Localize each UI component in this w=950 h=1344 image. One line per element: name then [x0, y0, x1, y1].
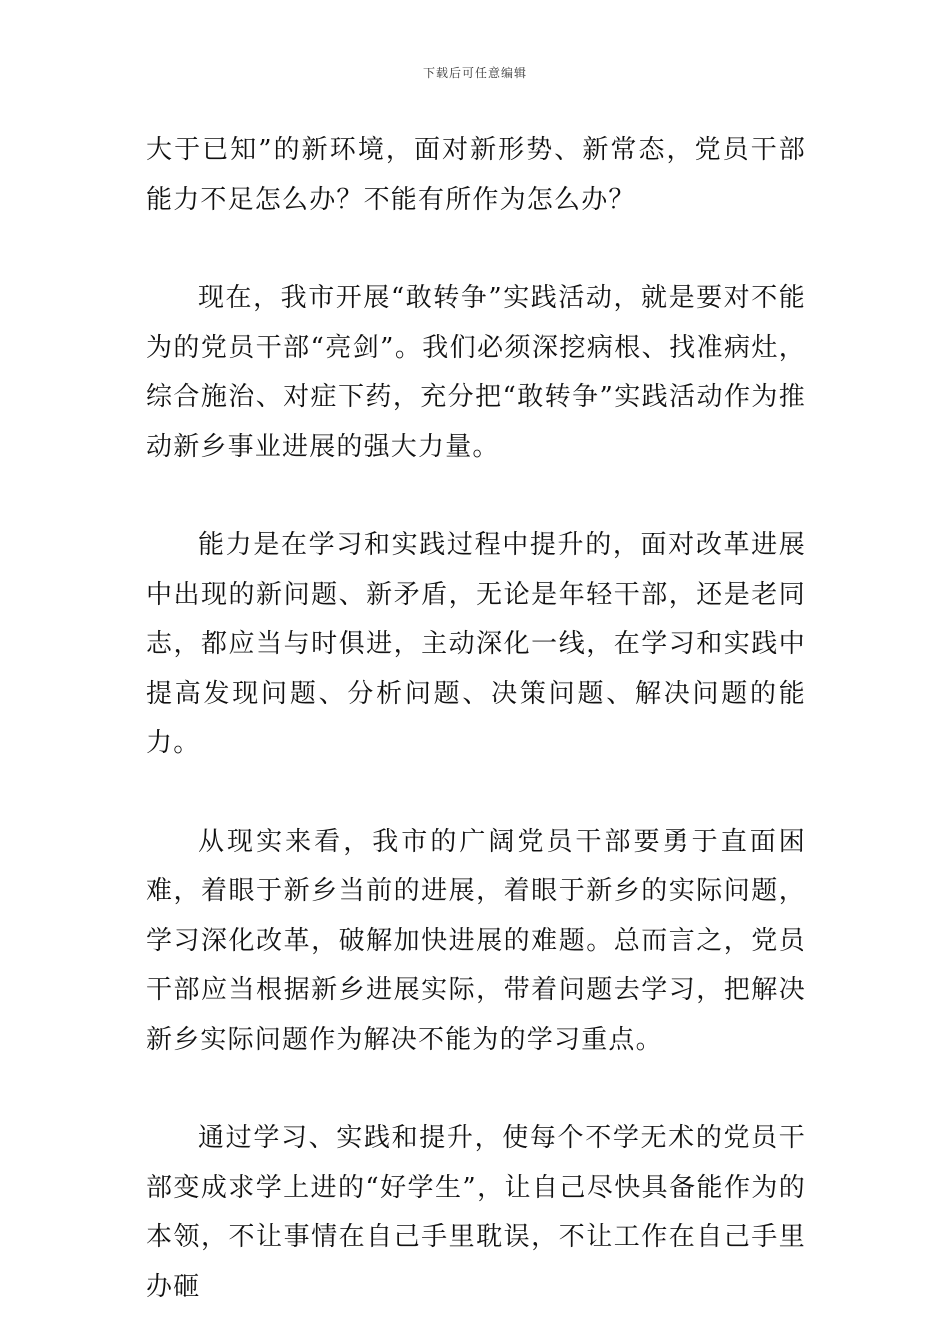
paragraph: 通过学习、实践和提升，使每个不学无术的党员干部变成求学上进的“好学生”，让自己尽快具备能作为的本领，不让事情在自己手里耽误，不让工作在自己手里办砸	[146, 1123, 806, 1302]
body-text	[146, 126, 806, 1312]
paragraph: 从现实来看，我市的广阔党员干部要勇于直面困难，着眼于新乡当前的进展，着眼于新乡的实际问题，学习深化改革，破解加快进展的难题。总而言之，党员干部应当根据新乡进展实际，带着问题去学习，把解决新乡实际问题作为解决不能为的学习重点。	[146, 826, 806, 1055]
paragraph: 现在，我市开展“敢转争”实践活动，就是要对不能为的党员干部“亮剑”。我们必须深挖病根、找准病灶，综合施治、对症下药，充分把“敢转争”实践活动作为推动新乡事业进展的强大力量。	[146, 283, 806, 462]
paragraph-continued: 大于已知”的新环境，面对新形势、新常态，党员干部能力不足怎么办？不能有所作为怎么办？	[146, 135, 806, 215]
header-note: 下载后可任意编辑	[422, 66, 527, 80]
paragraph: 能力是在学习和实践过程中提升的，面对改革进展中出现的新问题、新矛盾，无论是年轻干部，还是老同志，都应当与时俱进，主动深化一线，在学习和实践中提高发现问题、分析问题、决策问题、解决问题的能力。	[146, 530, 806, 758]
